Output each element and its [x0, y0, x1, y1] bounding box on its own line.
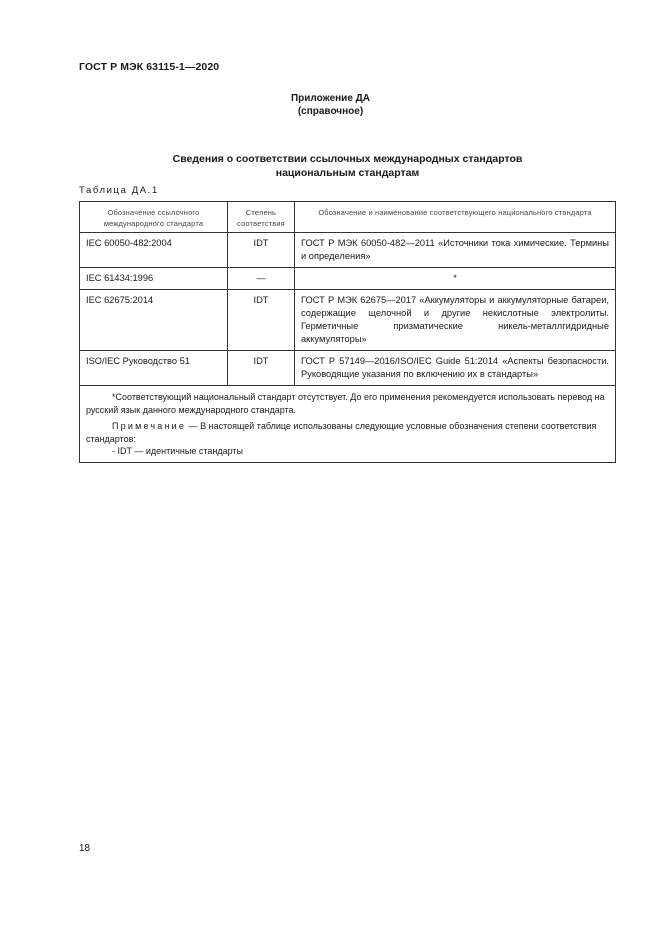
cell-degree: IDT — [228, 351, 295, 386]
table-footnote: *Соответствующий национальный стандарт отсутствует. До его применения рекомендуется использовать перевод на русский язык данного международного стандарта. — [86, 392, 605, 415]
cell-intl: IEC 62675:2014 — [80, 290, 228, 351]
cell-national: ГОСТ Р МЭК 60050-482—2011 «Источники тока химические. Термины и определения» — [295, 233, 616, 268]
document-code: ГОСТ Р МЭК 63115-1—2020 — [79, 61, 220, 73]
note-item: - IDT — идентичные стандарты — [112, 446, 244, 456]
table-header-row — [80, 202, 616, 233]
cell-national: ГОСТ Р МЭК 62675—2017 «Аккумуляторы и аккумуляторные батареи, содержащие щелочной и другие некислотные электролиты. Герметичные призматические никель-металлгидридные аккумуляторы» — [295, 290, 616, 351]
cell-intl: IEC 61434:1996 — [80, 268, 228, 290]
header-degree: Степень соответствия — [228, 202, 295, 233]
section-title-line-1: Сведения о соответствии ссылочных международных стандартов — [172, 153, 523, 165]
standards-table — [79, 201, 616, 463]
header-national-standard: Обозначение и наименование соответствующего национального стандарта — [295, 202, 616, 233]
appendix-title: Приложение ДА — [290, 93, 371, 104]
section-title-line-2: национальным стандартам — [275, 166, 420, 179]
table-row — [80, 351, 616, 386]
table-notes-row — [80, 386, 616, 463]
cell-national: ГОСТ Р 57149—2016/ISO/IEC Guide 51:2014 «Аспекты безопасности. Руководящие указания по включению их в стандарты» — [295, 351, 616, 386]
appendix-subtitle: (справочное) — [297, 106, 364, 117]
cell-intl: IEC 60050-482:2004 — [80, 233, 228, 268]
cell-intl: ISO/IEC Руководство 51 — [80, 351, 228, 386]
cell-degree: IDT — [228, 233, 295, 268]
section-title — [100, 153, 595, 180]
table-row — [80, 290, 616, 351]
table-row — [80, 233, 616, 268]
cell-degree: IDT — [228, 290, 295, 351]
note-text: — В настоящей таблице использованы следующие условные обозначения степени соответствия стандартов: — [86, 421, 597, 444]
table-notes — [80, 386, 616, 463]
appendix-heading — [0, 92, 661, 118]
table-note — [86, 420, 609, 445]
page-number: 18 — [79, 843, 91, 854]
cell-national: * — [295, 268, 616, 290]
table-caption: Таблица ДА.1 — [79, 185, 159, 196]
table-row — [80, 268, 616, 290]
cell-degree: — — [228, 268, 295, 290]
header-intl-standard: Обозначение ссылочного международного стандарта — [80, 202, 228, 233]
note-label: Примечание — [112, 421, 187, 431]
